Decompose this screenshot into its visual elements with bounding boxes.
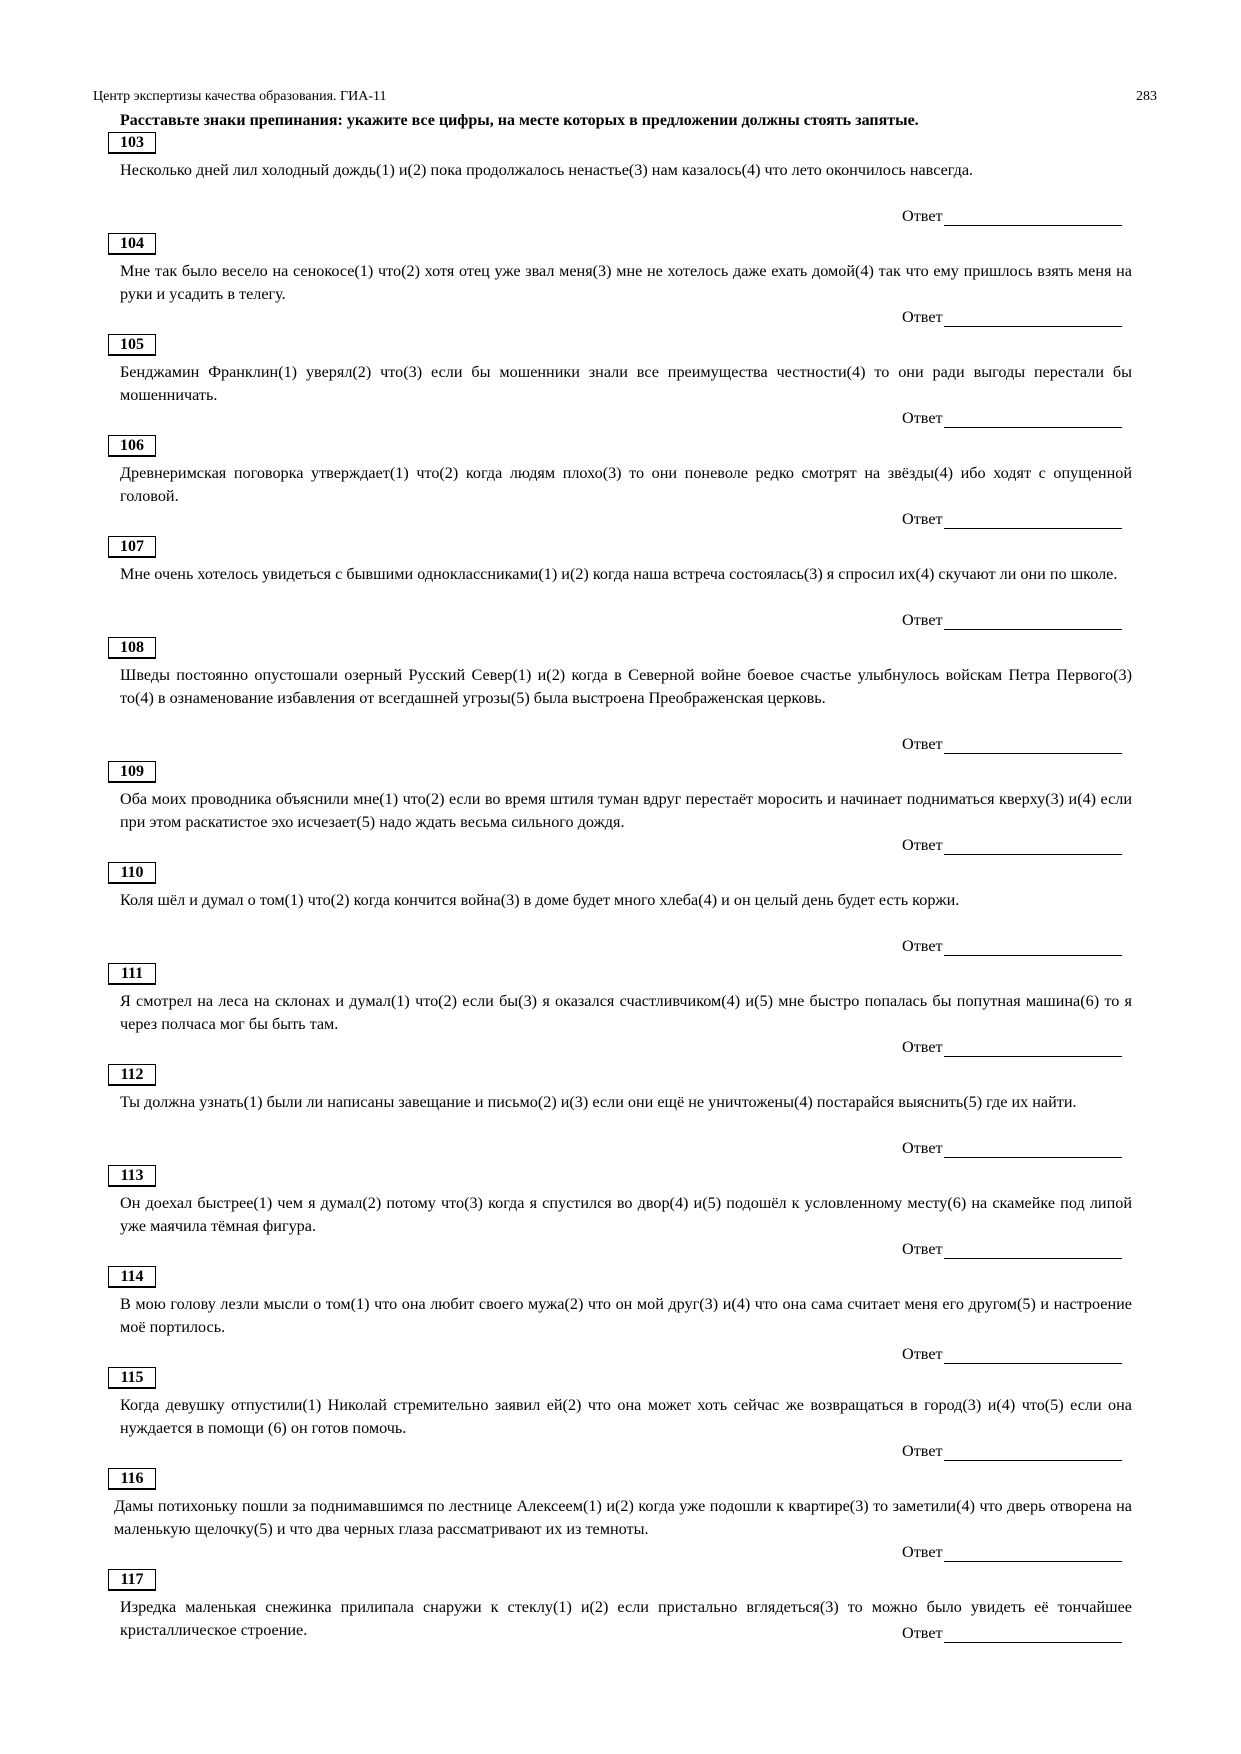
page-number: 283 (1136, 89, 1157, 104)
task-number: 108 (108, 637, 156, 659)
answer-field[interactable] (902, 835, 1132, 855)
answer-label: Ответ (902, 611, 943, 629)
answer-line[interactable] (944, 939, 1122, 956)
task-text: Несколько дней лил холодный дождь(1) и(2) пока продолжалось ненастье(3) нам казалось(4) что лето окончилось навсегда. (120, 161, 974, 179)
answer-field[interactable] (902, 307, 1132, 327)
answer-line[interactable] (944, 1141, 1122, 1158)
answer-field[interactable] (902, 206, 1132, 226)
task-text: Дамы потихоньку пошли за поднимавшимся по лестнице Алексеем(1) и(2) когда уже подошли к квартире(3) то заметили(4) что дверь отворена на маленькую щелочку(5) и что два черных глаза рассматривают их из темноты. (114, 1497, 1132, 1538)
answer-label: Ответ (902, 735, 943, 753)
answer-field[interactable] (902, 936, 1132, 956)
answer-label: Ответ (902, 1624, 943, 1642)
answer-field[interactable] (902, 1344, 1132, 1364)
answer-label: Ответ (902, 937, 943, 955)
answer-label: Ответ (902, 1345, 943, 1363)
answer-line[interactable] (944, 838, 1122, 855)
task-number: 113 (108, 1165, 156, 1187)
answer-field[interactable] (902, 734, 1132, 754)
answer-field[interactable] (902, 1138, 1132, 1158)
task-text: Когда девушку отпустили(1) Николай стремительно заявил ей(2) что она может хоть сейчас же возвращаться в город(3) и(4) что(5) если она нуждается в помощи (6) он готов помочь. (120, 1396, 1132, 1437)
answer-line[interactable] (944, 1626, 1122, 1643)
task-text: Он доехал быстрее(1) чем я думал(2) потому что(3) когда я спустился во двор(4) и(5) подошёл к условленному месту(6) на скамейке под липой уже маячила тёмная фигура. (120, 1194, 1132, 1235)
answer-field[interactable] (902, 1037, 1132, 1057)
answer-label: Ответ (902, 1543, 943, 1561)
task-number: 112 (108, 1064, 156, 1086)
task-number: 110 (108, 862, 156, 884)
task-number: 111 (108, 963, 156, 985)
task-text: Мне очень хотелось увидеться с бывшими одноклассниками(1) и(2) когда наша встреча состоялась(3) я спросил их(4) скучают ли они по школе. (120, 565, 1118, 583)
task-number: 109 (108, 761, 156, 783)
answer-label: Ответ (902, 510, 943, 528)
answer-label: Ответ (902, 409, 943, 427)
answer-line[interactable] (944, 209, 1122, 226)
answer-line[interactable] (944, 1545, 1122, 1562)
answer-field[interactable] (902, 408, 1132, 428)
answer-line[interactable] (944, 310, 1122, 327)
answer-field[interactable] (902, 1441, 1132, 1461)
answer-line[interactable] (944, 411, 1122, 428)
answer-field[interactable] (902, 1623, 1132, 1643)
task-number: 117 (108, 1569, 156, 1591)
task-number: 103 (108, 132, 156, 154)
task-text: Коля шёл и думал о том(1) что(2) когда кончится война(3) в доме будет много хлеба(4) и он целый день будет есть коржи. (120, 891, 960, 909)
answer-line[interactable] (944, 1347, 1122, 1364)
answer-label: Ответ (902, 836, 943, 854)
answer-line[interactable] (944, 1444, 1122, 1461)
instruction-text: Расставьте знаки препинания: укажите все цифры, на месте которых в предложении должны стоять запятые. (120, 112, 919, 129)
header-title: Центр экспертизы качества образования. ГИА-11 (93, 89, 387, 104)
answer-field[interactable] (902, 1239, 1132, 1259)
task-text: Изредка маленькая снежинка прилипала снаружи к стеклу(1) и(2) если пристально вглядеться(3) то можно было увидеть её тончайшее кристаллическое строение. (120, 1598, 1132, 1639)
answer-field[interactable] (902, 610, 1132, 630)
answer-line[interactable] (944, 613, 1122, 630)
answer-label: Ответ (902, 308, 943, 326)
task-text: Шведы постоянно опустошали озерный Русский Север(1) и(2) когда в Северной войне боевое счастье улыбнулось войскам Петра Первого(3) то(4) в ознаменование избавления от всегдашней угрозы(5) была выстроена Преображенская церковь. (120, 666, 1132, 707)
task-number: 116 (108, 1468, 156, 1490)
answer-label: Ответ (902, 1038, 943, 1056)
answer-label: Ответ (902, 1240, 943, 1258)
answer-field[interactable] (902, 509, 1132, 529)
answer-line[interactable] (944, 737, 1122, 754)
task-number: 114 (108, 1266, 156, 1288)
task-number: 107 (108, 536, 156, 558)
task-text: В мою голову лезли мысли о том(1) что она любит своего мужа(2) что он мой друг(3) и(4) что она сама считает меня его другом(5) и настроение моё портилось. (120, 1295, 1132, 1336)
task-text: Оба моих проводника объяснили мне(1) что(2) если во время штиля туман вдруг перестаёт моросить и начинает подниматься кверху(3) и(4) если при этом раскатистое эхо исчезает(5) надо ждать весьма сильного дождя. (120, 790, 1132, 831)
task-text: Бенджамин Франклин(1) уверял(2) что(3) если бы мошенники знали все преимущества честности(4) то они ради выгоды перестали бы мошенничать. (120, 363, 1132, 404)
task-text: Ты должна узнать(1) были ли написаны завещание и письмо(2) и(3) если они ещё не уничтожены(4) постарайся выяснить(5) где их найти. (120, 1093, 1077, 1111)
task-text: Древнеримская поговорка утверждает(1) что(2) когда людям плохо(3) то они поневоле редко смотрят на звёзды(4) ибо ходят с опущенной головой. (120, 464, 1132, 505)
task-number: 115 (108, 1367, 156, 1389)
answer-label: Ответ (902, 1139, 943, 1157)
answer-label: Ответ (902, 1442, 943, 1460)
answer-line[interactable] (944, 512, 1122, 529)
task-text: Я смотрел на леса на склонах и думал(1) что(2) если бы(3) я оказался счастливчиком(4) и(5) мне быстро попалась бы попутная машина(6) то я через полчаса мог бы быть там. (120, 992, 1132, 1033)
page-header (93, 88, 1157, 106)
answer-label: Ответ (902, 207, 943, 225)
task-number: 105 (108, 334, 156, 356)
answer-line[interactable] (944, 1040, 1122, 1057)
task-text: Мне так было весело на сенокосе(1) что(2) хотя отец уже звал меня(3) мне не хотелось даже ехать домой(4) так что ему пришлось взять меня на руки и усадить в телегу. (120, 262, 1132, 303)
answer-field[interactable] (902, 1542, 1132, 1562)
task-number: 106 (108, 435, 156, 457)
task-number: 104 (108, 233, 156, 255)
answer-line[interactable] (944, 1242, 1122, 1259)
